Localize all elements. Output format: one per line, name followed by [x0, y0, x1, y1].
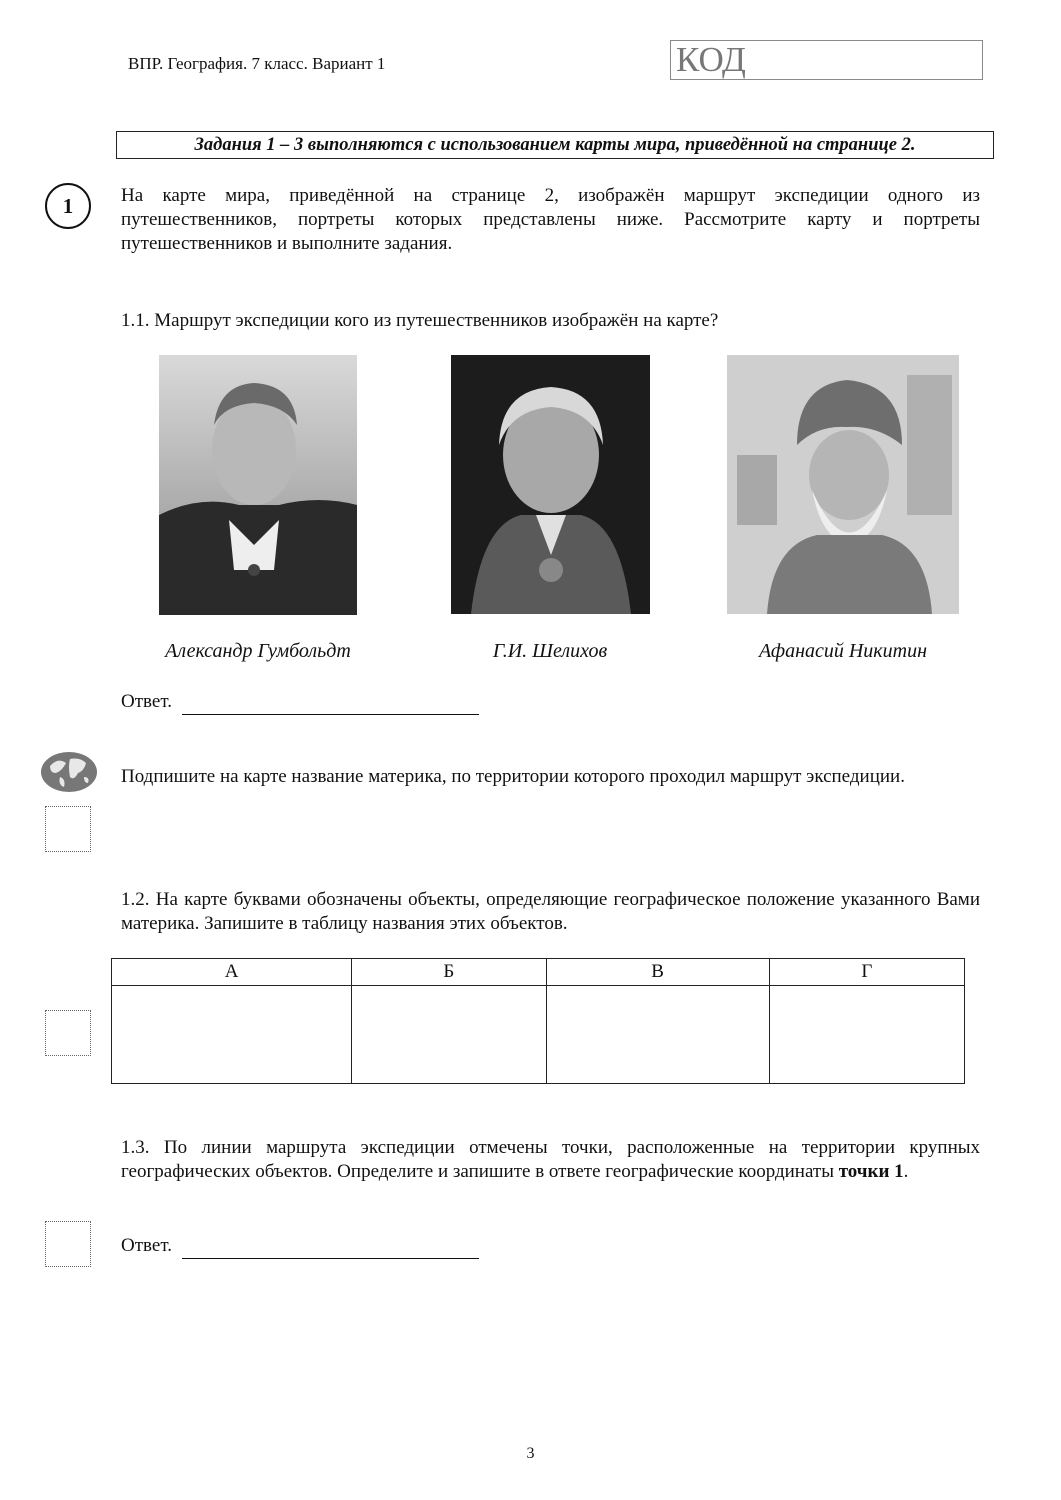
portrait-shelikhov [451, 355, 650, 614]
point-1-label: точки 1 [838, 1161, 904, 1182]
question-1-2: 1.2. На карте буквами обозначены объекты, определяющие географическое положение указанного Вами материка. Запишите в таблицу названия этих объектов. [121, 889, 980, 934]
portrait-nikitin [727, 355, 959, 614]
question-1-3-text: 1.3. По линии маршрута экспедиции отмечены точки, расположенные на территории крупных географических объектов. Определите и запишите в ответе географические координаты [121, 1137, 980, 1182]
code-field[interactable] [670, 40, 983, 80]
table-cell[interactable] [546, 986, 769, 1084]
answer-label: Ответ. [121, 1235, 172, 1256]
table-cell[interactable] [112, 986, 352, 1084]
question-1-1: 1.1. Маршрут экспедиции кого из путешественников изображён на карте? [121, 310, 719, 331]
portrait-humboldt [159, 355, 357, 615]
globe-icon [40, 751, 98, 793]
score-box[interactable] [45, 806, 91, 852]
task-intro: На карте мира, приведённой на странице 2, изображён маршрут экспедиции одного из путешественников, портреты которых представлены ниже. Рассмотрите карту и портреты путешественников и выполните задания. [121, 185, 980, 254]
header-title: ВПР. География. 7 класс. Вариант 1 [128, 54, 386, 73]
answer-line[interactable] [182, 690, 479, 715]
table-header: Г [769, 959, 964, 986]
portrait-caption: Александр Гумбольдт [165, 640, 351, 662]
page-number: 3 [526, 1445, 535, 1462]
task-number: 1 [45, 183, 91, 229]
question-1-3-end: . [903, 1161, 909, 1182]
score-box[interactable] [45, 1010, 91, 1056]
code-label: КОД [676, 40, 746, 79]
table-header: В [546, 959, 769, 986]
answer-label: Ответ. [121, 691, 172, 712]
table-header: А [112, 959, 352, 986]
portrait-caption: Г.И. Шелихов [492, 640, 608, 662]
instruction-box: Задания 1 – 3 выполняются с использованием карты мира, приведённой на странице 2. [116, 131, 994, 159]
answer-table [111, 958, 965, 1084]
table-cell[interactable] [352, 986, 546, 1084]
answer-row-1 [121, 690, 621, 715]
table-cell[interactable] [769, 986, 964, 1084]
map-instruction: Подпишите на карте название материка, по территории которого проходил маршрут экспедиции. [121, 766, 905, 787]
portrait-caption: Афанасий Никитин [758, 640, 928, 662]
table-header: Б [352, 959, 546, 986]
answer-line[interactable] [182, 1234, 479, 1259]
score-box[interactable] [45, 1221, 91, 1267]
answer-row-2 [121, 1234, 621, 1259]
question-1-3 [121, 1136, 980, 1184]
